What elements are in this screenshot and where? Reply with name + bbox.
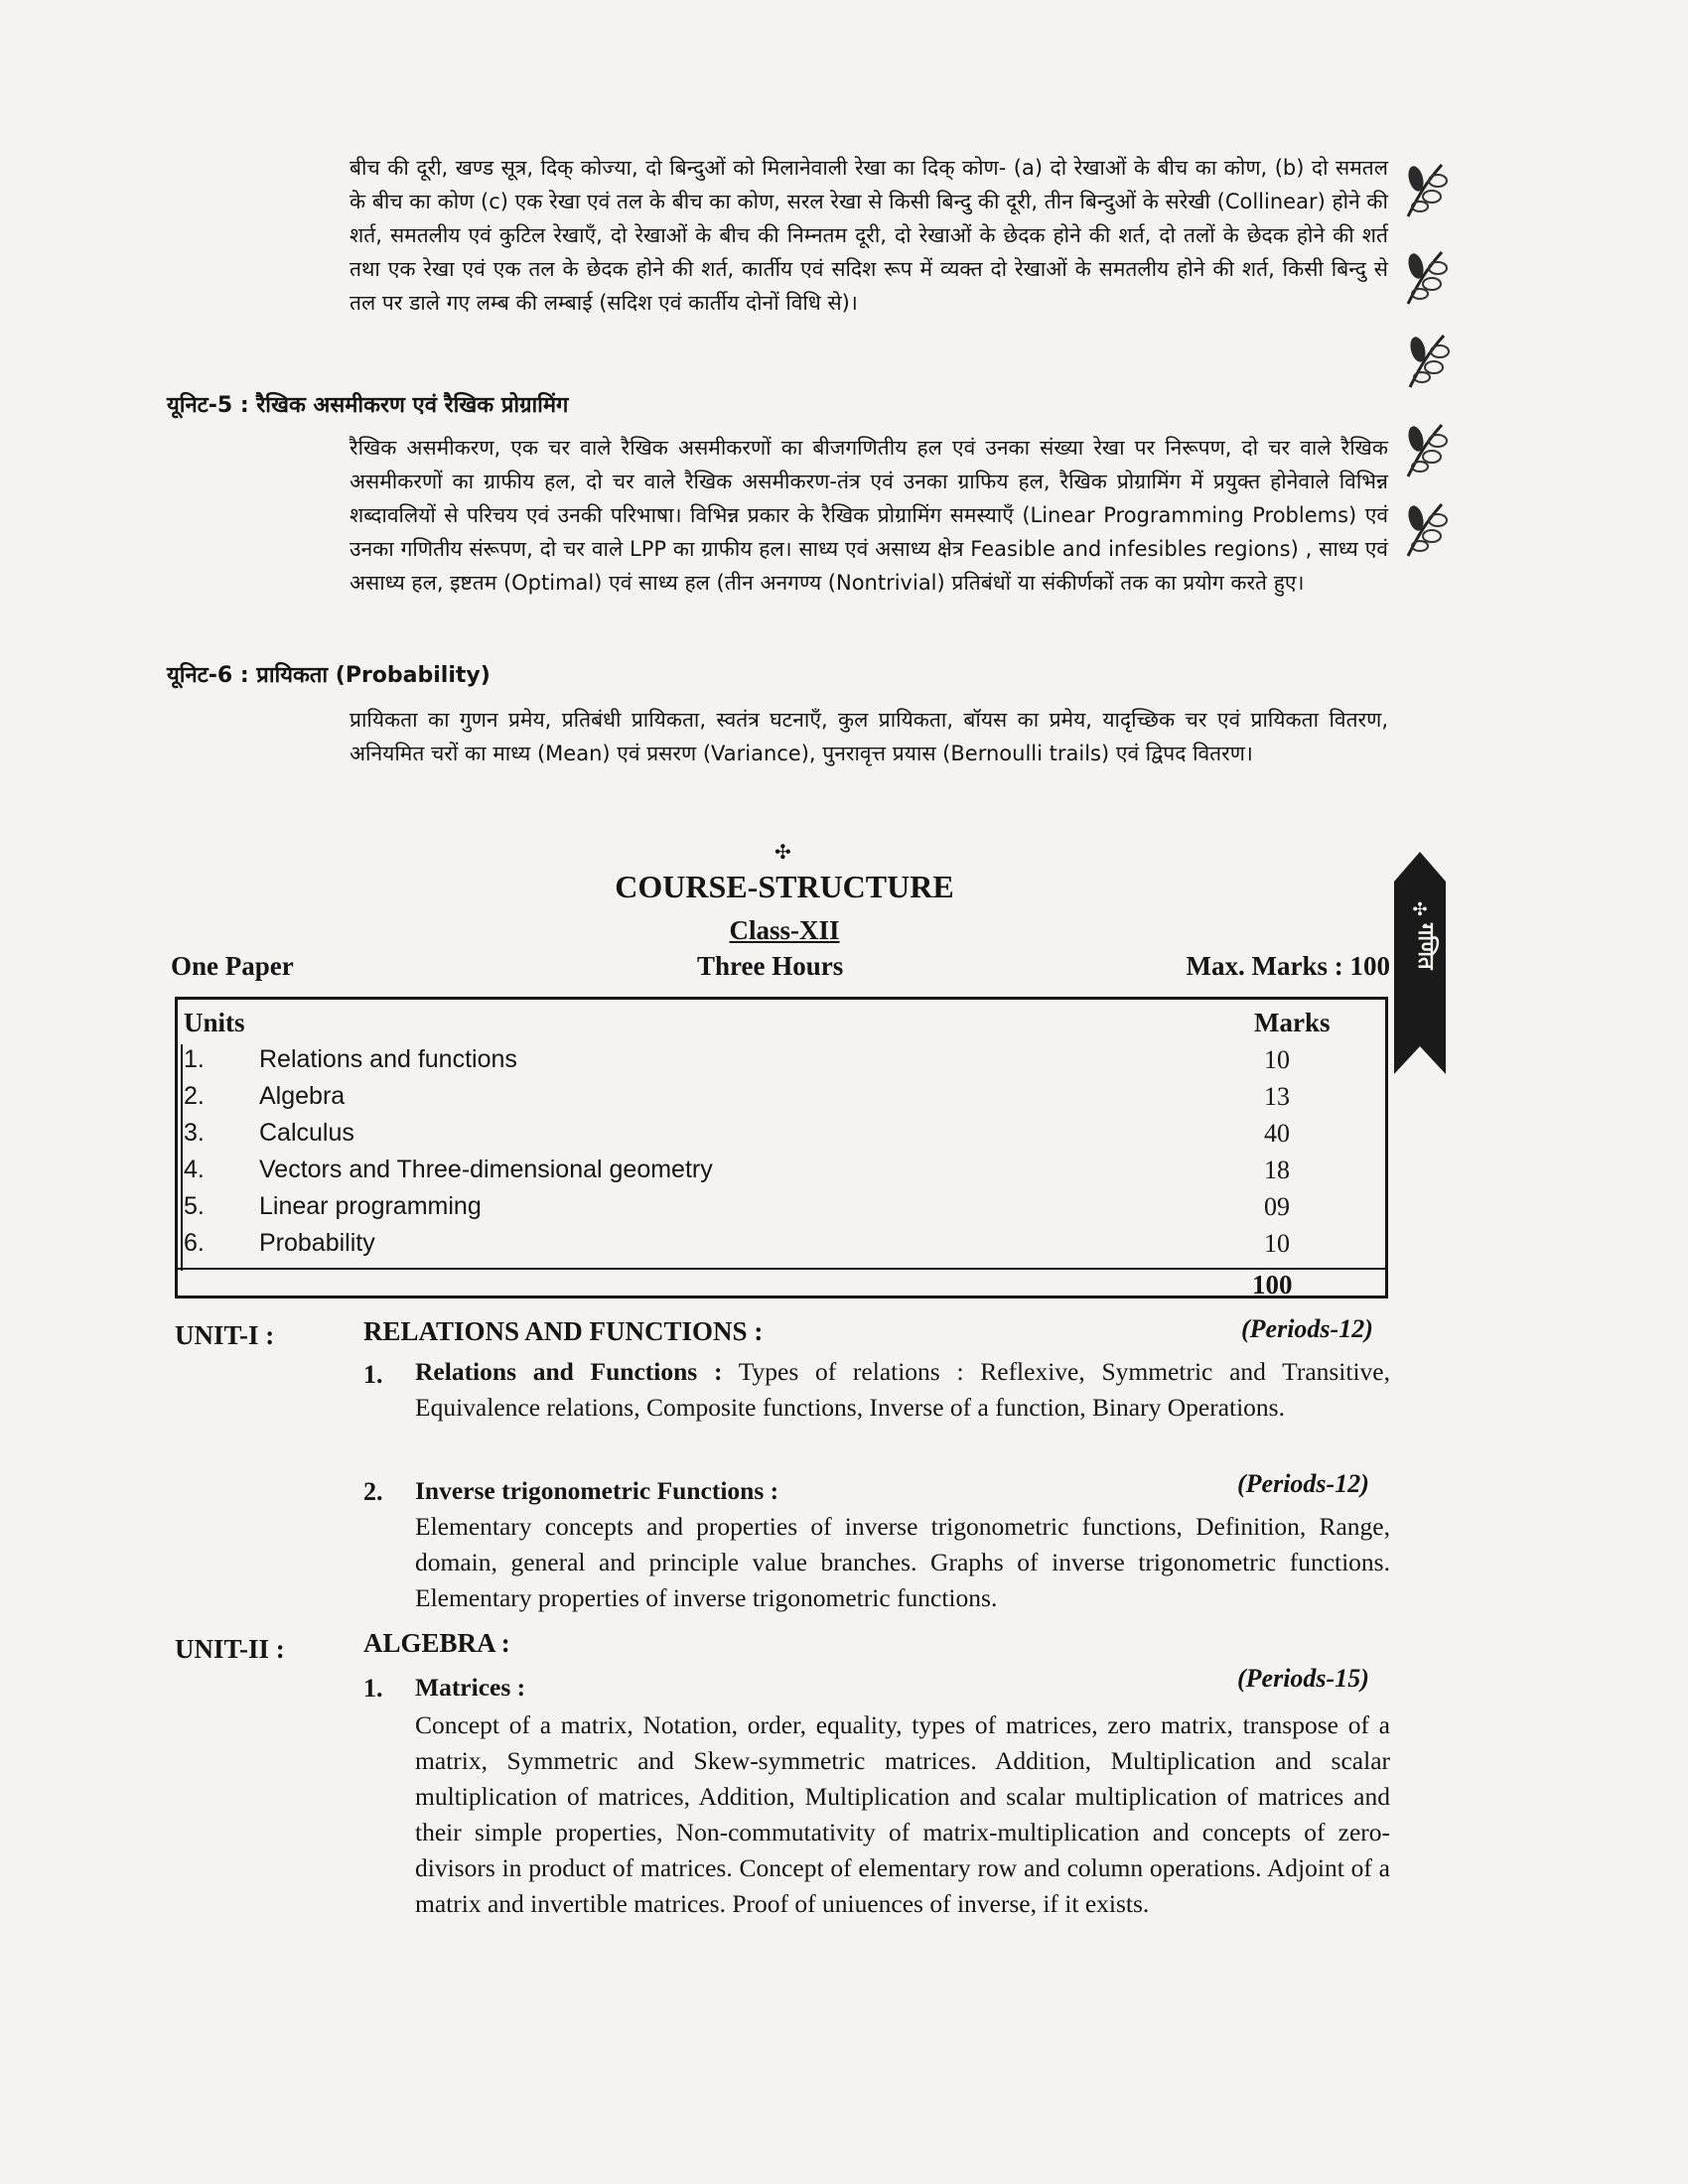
unit1-item2-paragraph: Elementary concepts and properties of inverse trigonometric functions, Definition, Range, domain, general and principle value branches. Graphs of inverse trigonometric functions. Elementary properties of inverse trigonometric functions.: [415, 1512, 1390, 1612]
hindi-intro-paragraph: बीच की दूरी, खण्ड सूत्र, दिक्‌ कोज्या, दो बिन्दुओं को मिलानेवाली रेखा का दिक्‌ कोण- (a) दो रेखाओं के बीच का कोण, (b) दो समतल के बीच का कोण (c) एक रेखा एवं तल के बीच का कोण, सरल रेखा से किसी बिन्दु की दूरी, तीन बिन्दुओं के सरेखी (Collinear) होने की शर्त, समतलीय एवं कुटिल रेखाएँ, दो रेखाओं के बीच की निम्नतम दूरी, दो रेखाओं के छेदक होने की शर्त, दो तलों के छेदक होने की शर्त तथा एक रेखा एवं एक तल के छेदक होने की शर्त, कार्तीय एवं सदिश रूप में व्यक्त दो रेखाओं के समतलीय होने की शर्त, किसी बिन्दु से तल पर डाले गए लम्ब की लम्बाई (सदिश एवं कार्तीय दोनों विधि से)।: [350, 156, 1388, 315]
course-structure-title: COURSE-STRUCTURE: [615, 869, 954, 904]
unit2-title: ALGEBRA :: [363, 1628, 510, 1658]
unit2-item1-title: Matrices :: [415, 1673, 526, 1702]
leaf-ornament-icon: [1398, 244, 1458, 310]
unit1-item2-number: 2.: [363, 1477, 383, 1506]
unit1-item2-title: Inverse trigonometric Functions :: [415, 1476, 779, 1505]
unit1-item1-paragraph: [415, 1354, 1390, 1426]
table-divider: [181, 1044, 183, 1271]
unit1-periods: (Periods-12): [1241, 1314, 1373, 1343]
unit5-heading: यूनिट-5 : रैखिक असमीकरण एवं रैखिक प्रोग्रामिंग: [167, 393, 569, 418]
total-marks: 100: [1252, 1270, 1293, 1299]
table-header: [184, 1008, 1380, 1038]
unit1-item1-text: Types of relations : Reflexive, Symmetric and Transitive, Equivalence relations, Composite functions, Inverse of a function, Binary Operations.: [415, 1357, 1391, 1422]
unit6-heading: यूनिट-6 : प्रायिकता (Probability): [167, 663, 491, 688]
leaf-ornament-icon: [1400, 328, 1460, 393]
marks-column-header: Marks: [1254, 1008, 1331, 1037]
unit1-item1-title: Relations and Functions :: [415, 1357, 723, 1386]
unit1-item2-periods: (Periods-12): [1237, 1469, 1369, 1498]
unit2-item1-periods: (Periods-15): [1237, 1664, 1369, 1693]
unit1-label: UNIT-I :: [175, 1320, 275, 1350]
unit2-label: UNIT-II :: [175, 1634, 285, 1664]
total-divider: [178, 1268, 1385, 1270]
leaf-ornament-icon: [1398, 417, 1458, 482]
subject-tab-label: गणित: [1413, 923, 1438, 970]
paper-label: One Paper: [171, 951, 294, 981]
unit1-item1-number: 1.: [363, 1360, 383, 1389]
svg-text:✣: ✣: [1412, 899, 1428, 919]
unit5-paragraph: रैखिक असमीकरण, एक चर वाले रैखिक असमीकरणों का बीजगणितीय हल एवं उनका संख्या रेखा पर निरूपण, दो चर वाले रैखिक असमीकरणों का ग्राफीय हल, दो चर वाले रैखिक असमीकरण-तंत्र एवं उनका ग्राफिय हल, रैखिक प्रोग्रामिंग में प्रयुक्त होनेवाले विभिन्न शब्दावलियों से परिचय एवं उनकी परिभाषा। विभिन्न प्रकार के रैखिक प्रोग्रामिंग समस्याएँ (Linear Programming Problems) एवं उनका गणितीय संरूपण, दो चर वाले LPP का ग्राफीय हल। साध्य एवं असाध्य क्षेत्र Feasible and infesibles regions) , साध्य एवं असाध्य हल, इष्टतम (Optimal) एवं साध्य हल (तीन अनगण्य (Nontrivial) प्रतिबंधों या संकीर्णकों तक का प्रयोग करते हुए।: [350, 436, 1388, 595]
ornament-cross-icon: ✣: [774, 842, 791, 864]
unit2-item1-paragraph: Concept of a matrix, Notation, order, equality, types of matrices, zero matrix, transpose of a matrix, Symmetric and Skew-symmetric matrices. Addition, Multiplication and scalar multiplication of matrices, Addition, Multiplication and scalar multiplication of matrices and their simple properties, Non-commutativity of matrix-multiplication and concepts of zero-divisors in product of matrices. Concept of elementary row and column operations. Adjoint of a matrix and invertible matrices. Proof of uniuences of inverse, if it exists.: [415, 1710, 1390, 1918]
leaf-ornament-icon: [1398, 496, 1458, 562]
duration-label: Three Hours: [697, 951, 844, 981]
unit6-paragraph: प्रायिकता का गुणन प्रमेय, प्रतिबंधी प्रायिकता, स्वतंत्र घटनाएँ, कुल प्रायिकता, बॉयस का प्रमेय, यादृच्छिक चर एवं प्रायिकता वितरण, अनियमित चरों का माध्य (Mean) एवं प्रसरण (Variance), पुनरावृत्त प्रयास (Bernoulli trails) एवं द्विपद वितरण।: [350, 708, 1388, 765]
unit2-item1-number: 1.: [363, 1674, 383, 1703]
units-column-header: Units: [184, 1008, 245, 1037]
leaf-ornament-icon: [1398, 157, 1458, 222]
unit1-title: RELATIONS AND FUNCTIONS :: [363, 1316, 764, 1346]
marks-table: Units Marks 1. Relations and functions 10 2. Algebra 13 3. Calculus 40 4. Vectors and Three-dimensional geometry 18 5. Linear programming 09 6. Probability 10 100: [175, 997, 1388, 1298]
class-label: Class-XII: [729, 915, 840, 945]
max-marks-label: Max. Marks : 100: [1186, 951, 1390, 981]
